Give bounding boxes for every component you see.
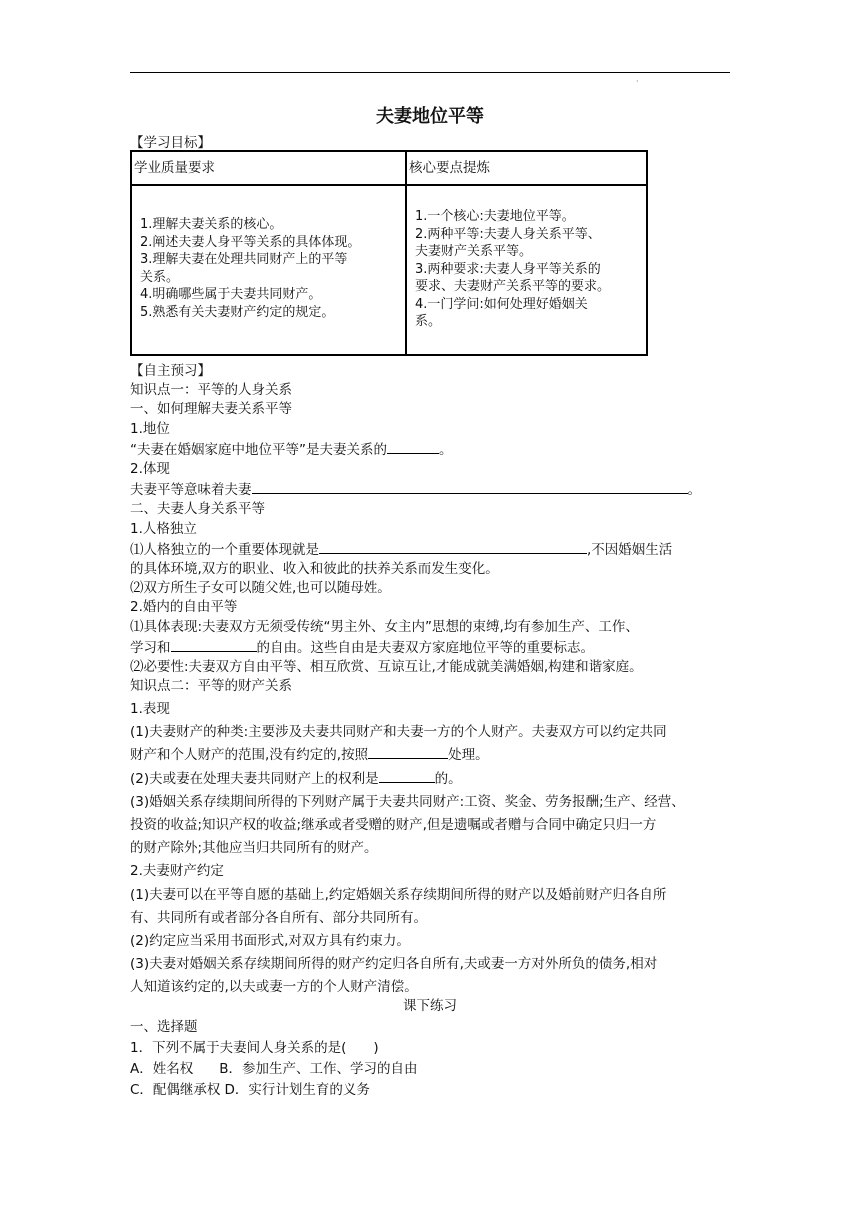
paragraph-line: 人知道该约定的,以夫或妻一方的个人财产清偿。	[130, 979, 418, 996]
preview-section	[130, 362, 730, 696]
text-span: 夫妻平等意味着夫妻	[130, 482, 252, 499]
fill-line	[130, 479, 730, 500]
goals-core-cell	[406, 185, 647, 355]
option-d[interactable]: D．实行计划生育的义务	[224, 1082, 370, 1098]
text-span: 。	[687, 482, 701, 499]
sub-heading: 2.夫妻财产约定	[130, 863, 224, 880]
text-span: 财产和个人财产的范围,没有约定的,按照	[130, 747, 369, 764]
paragraph-line: 的财产除外;其他应当归共同所有的财产。	[130, 840, 378, 857]
preview-label: 【自主预习】	[130, 363, 211, 379]
quality-item: 3.理解夫妻在处理共同财产上的平等	[140, 252, 348, 267]
text-span: 学习和	[130, 639, 171, 656]
fill-line	[130, 637, 730, 658]
blank-field[interactable]	[171, 637, 257, 652]
fill-line	[130, 768, 730, 791]
page-title: 夫妻地位平等	[376, 106, 484, 127]
option-c[interactable]: C．配偶继承权	[130, 1082, 221, 1098]
blank-field[interactable]	[368, 744, 448, 759]
core-item: 夫妻财产关系平等。	[415, 244, 533, 259]
blank-field[interactable]	[252, 479, 688, 494]
core-item: 3.两种要求:夫妻人身平等关系的	[415, 261, 601, 277]
sub-heading: 1.地位	[130, 420, 170, 437]
text-span: 的。	[434, 770, 462, 787]
text-span: 的自由。这些自由是夫妻双方家庭地位平等的重要标志。	[256, 639, 594, 656]
goals-header-quality: 学业质量要求	[131, 151, 406, 185]
fill-line	[130, 439, 730, 460]
knowledge-point-1: 知识点一：平等的人身关系	[130, 382, 292, 399]
paragraph-line: (2)约定应当采用书面形式,对双方具有约束力。	[130, 933, 410, 950]
paragraph-line: ⑵双方所生子女可以随父姓,也可以随母姓。	[130, 580, 391, 597]
header-mark: ·	[636, 77, 639, 86]
blank-field[interactable]	[387, 439, 439, 454]
text-span: (2)夫或妻在处理夫妻共同财产上的权利是	[130, 770, 379, 787]
section-heading: 一、如何理解夫妻关系平等	[130, 401, 292, 418]
sub-heading: 1.人格独立	[130, 520, 197, 537]
text-span: 。	[439, 441, 453, 458]
quality-item: 1.理解夫妻关系的核心。	[140, 217, 283, 232]
blank-field[interactable]	[319, 539, 587, 554]
core-item: 4.一门学问:如何处理好婚姻关	[415, 296, 588, 312]
paragraph-line: 的具体环境,双方的职业、收入和彼此的扶养关系而发生变化。	[130, 561, 499, 578]
section-heading: 二、夫妻人身关系平等	[130, 501, 265, 518]
paragraph-line: (3)婚姻关系存续期间所得的下列财产属于夫妻共同财产:工资、奖金、劳务报酬;生产、经营、	[130, 793, 685, 810]
paragraph-line: 投资的收益;知识产权的收益;继承或者受赠的财产,但是遗嘱或者赠与合同中确定只归一方	[130, 817, 657, 834]
blank-field[interactable]	[379, 768, 435, 783]
core-item: 2.两种平等:夫妻人身关系平等、	[415, 226, 601, 242]
options-row	[130, 1080, 730, 1101]
paragraph-line: (1)夫妻可以在平等自愿的基础上,约定婚姻关系存续期间所得的财产以及婚前财产归各自所	[130, 886, 667, 903]
option-a[interactable]: A．姓名权	[130, 1061, 194, 1077]
options-row	[130, 1059, 730, 1080]
fill-line	[130, 744, 730, 767]
text-span: 处理。	[448, 747, 489, 764]
header-rule	[130, 72, 730, 73]
text-span: ,不因婚姻生活	[587, 541, 673, 558]
quality-item: 2.阐述夫妻人身平等关系的具体体现。	[140, 234, 361, 250]
quality-item: 5.熟悉有关夫妻财产约定的规定。	[140, 304, 335, 320]
quality-item: 4.明确哪些属于夫妻共同财产。	[140, 287, 322, 302]
option-b[interactable]: B．参加生产、工作、学习的自由	[219, 1061, 418, 1077]
sub-heading: 2.体现	[130, 461, 170, 478]
question-text: 1．下列不属于夫妻间人身关系的是( )	[130, 1040, 379, 1056]
exercise-section	[130, 996, 730, 1101]
text-span: “夫妻在婚姻家庭中地位平等”是夫妻关系的	[130, 441, 387, 458]
exercise-title: 课下练习	[403, 998, 457, 1014]
text-span: ⑴人格独立的一个重要体现就是	[130, 541, 319, 558]
paragraph-line: (3)夫妻对婚姻关系存续期间所得的财产约定归各自所有,夫或妻一方对外所负的债务,相对	[130, 956, 658, 973]
property-section	[130, 698, 730, 1000]
core-item: 1.一个核心:夫妻地位平等。	[415, 209, 575, 224]
paragraph-line: (1)夫妻财产的种类:主要涉及夫妻共同财产和夫妻一方的个人财产。夫妻双方可以约定共同	[130, 724, 667, 741]
paragraph-line: ⑴具体表现:夫妻双方无须受传统“男主外、女主内”思想的束缚,均有参加生产、工作、	[130, 618, 639, 635]
knowledge-point-2: 知识点二：平等的财产关系	[130, 678, 292, 695]
sub-heading: 2.婚内的自由平等	[130, 599, 238, 616]
core-item: 要求、夫妻财产关系平等的要求。	[415, 279, 611, 294]
exercise-section-heading: 一、选择题	[130, 1019, 198, 1035]
paragraph-line: 有、共同所有或者部分各自所有、部分共同所有。	[130, 909, 427, 926]
goals-label: 【学习目标】	[130, 135, 211, 151]
goals-header-core: 核心要点提炼	[406, 151, 647, 185]
goals-quality-cell	[131, 185, 406, 355]
paragraph-line: ⑵必要性:夫妻双方自由平等、相互欣赏、互谅互让,才能成就美满婚姻,构建和谐家庭。	[130, 659, 643, 676]
quality-item: 关系。	[140, 269, 180, 285]
fill-line	[130, 539, 730, 560]
goals-table	[130, 150, 648, 356]
core-item: 系。	[415, 314, 442, 329]
sub-heading: 1.表现	[130, 701, 170, 717]
